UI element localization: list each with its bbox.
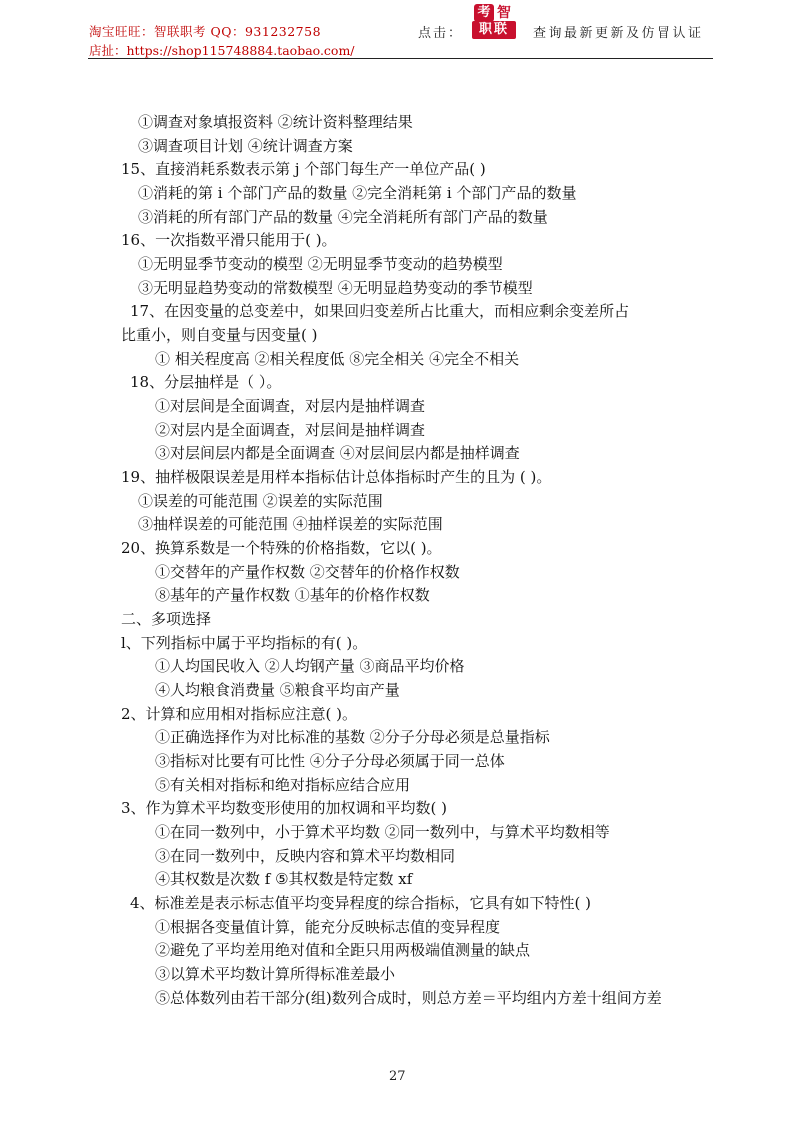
text-line: ③调查项目计划 ④统计调查方案: [138, 137, 353, 155]
logo-char-zhilian: 职联: [472, 21, 516, 39]
text-line: ④人均粮食消费量 ⑤粮食平均亩产量: [155, 681, 400, 699]
text-line: 3、作为算术平均数变形使用的加权调和平均数( ): [121, 799, 448, 817]
text-line: ① 相关程度高 ②相关程度低 ⑧完全相关 ④完全不相关: [155, 350, 520, 368]
text-line: ①正确选择作为对比标准的基数 ②分子分母必须是总量指标: [155, 728, 550, 746]
text-line: ③在同一数列中，反映内容和算术平均数相同: [155, 847, 456, 865]
page-number: 27: [389, 1069, 406, 1084]
text-line: ③无明显趋势变动的常数模型 ④无明显趋势变动的季节模型: [138, 279, 533, 297]
text-line: ⑤有关相对指标和绝对指标应结合应用: [155, 776, 411, 794]
text-line: ①无明显季节变动的模型 ②无明显季节变动的趋势模型: [138, 255, 503, 273]
text-line: ①对层间是全面调查，对层内是抽样调查: [155, 397, 426, 415]
text-line: ③抽样误差的可能范围 ④抽样误差的实际范围: [138, 515, 443, 533]
shop-url-link[interactable]: 店扯：https://shop115748884.taobao.com/: [89, 43, 355, 58]
click-label: 点击：: [418, 26, 464, 41]
header-divider: [88, 58, 713, 59]
text-line: ⑤总体数列由若干部分(组)数列合成时，则总方差＝平均组内方差十组间方差: [155, 989, 662, 1007]
text-line: l、下列指标中属于平均指标的有( )。: [121, 634, 368, 652]
text-line: ③对层间层内都是全面调查 ④对层间层内都是抽样调查: [155, 444, 520, 462]
text-line: ②对层内是全面调查，对层间是抽样调查: [155, 421, 426, 439]
text-line: 2、计算和应用相对指标应注意( )。: [121, 705, 358, 723]
text-line: ④其权数是次数 f ⑤其权数是特定数 xf: [155, 870, 413, 888]
text-line: ③指标对比要有可比性 ④分子分母必须属于同一总体: [155, 752, 505, 770]
text-line: ③以算术平均数计算所得标准差最小: [155, 965, 396, 983]
text-line: ①消耗的第 i 个部门产品的数量 ②完全消耗第 i 个部门产品的数量: [138, 184, 577, 202]
text-line: ①人均国民收入 ②人均钢产量 ③商品平均价格: [155, 657, 465, 675]
text-line: 18、分层抽样是（ ）。: [130, 373, 282, 391]
text-line: ⑧基年的产量作权数 ①基年的价格作权数: [155, 586, 430, 604]
text-line: 17、在因变量的总变差中，如果回归变差所占比重大，而相应剩余变差所占: [130, 302, 630, 320]
text-line: ①根据各变量值计算，能充分反映标志值的变异程度: [155, 918, 501, 936]
page-header: [0, 0, 800, 60]
verification-link[interactable]: 查询最新更新及仿冒认证: [533, 26, 704, 41]
text-line: ③消耗的所有部门产品的数量 ④完全消耗所有部门产品的数量: [138, 208, 548, 226]
text-line: 20、换算系数是一个特殊的价格指数，它以( )。: [121, 539, 442, 557]
text-line: 4、标准差是表示标志值平均变异程度的综合指标，它具有如下特性( ): [130, 894, 592, 912]
text-line: ①在同一数列中，小于算术平均数 ②同一数列中，与算术平均数相等: [155, 823, 610, 841]
shop-contact-line: 淘宝旺旺：智联职考 QQ：931232758: [89, 24, 322, 39]
text-line: 15、直接消耗系数表示第 j 个部门每生产一单位产品( ): [121, 160, 486, 178]
text-line: ①误差的可能范围 ②误差的实际范围: [138, 492, 383, 510]
logo-char-zhi: 智: [497, 5, 511, 21]
text-line: ①调查对象填报资料 ②统计资料整理结果: [138, 113, 413, 131]
zhilian-logo[interactable]: [468, 4, 518, 40]
section-heading: 二、多项选择: [121, 610, 212, 628]
text-line: ②避免了平均差用绝对值和全距只用两极端值测量的缺点: [155, 941, 531, 959]
text-line: ①交替年的产量作权数 ②交替年的价格作权数: [155, 563, 460, 581]
text-line: 16、一次指数平滑只能用于( )。: [121, 231, 337, 249]
text-line: 比重小，则自变量与因变量( ): [121, 326, 318, 344]
logo-char-kao: 考: [474, 4, 494, 22]
text-line: 19、抽样极限误差是用样本指标估计总体指标时产生的且为 ( )。: [121, 468, 552, 486]
